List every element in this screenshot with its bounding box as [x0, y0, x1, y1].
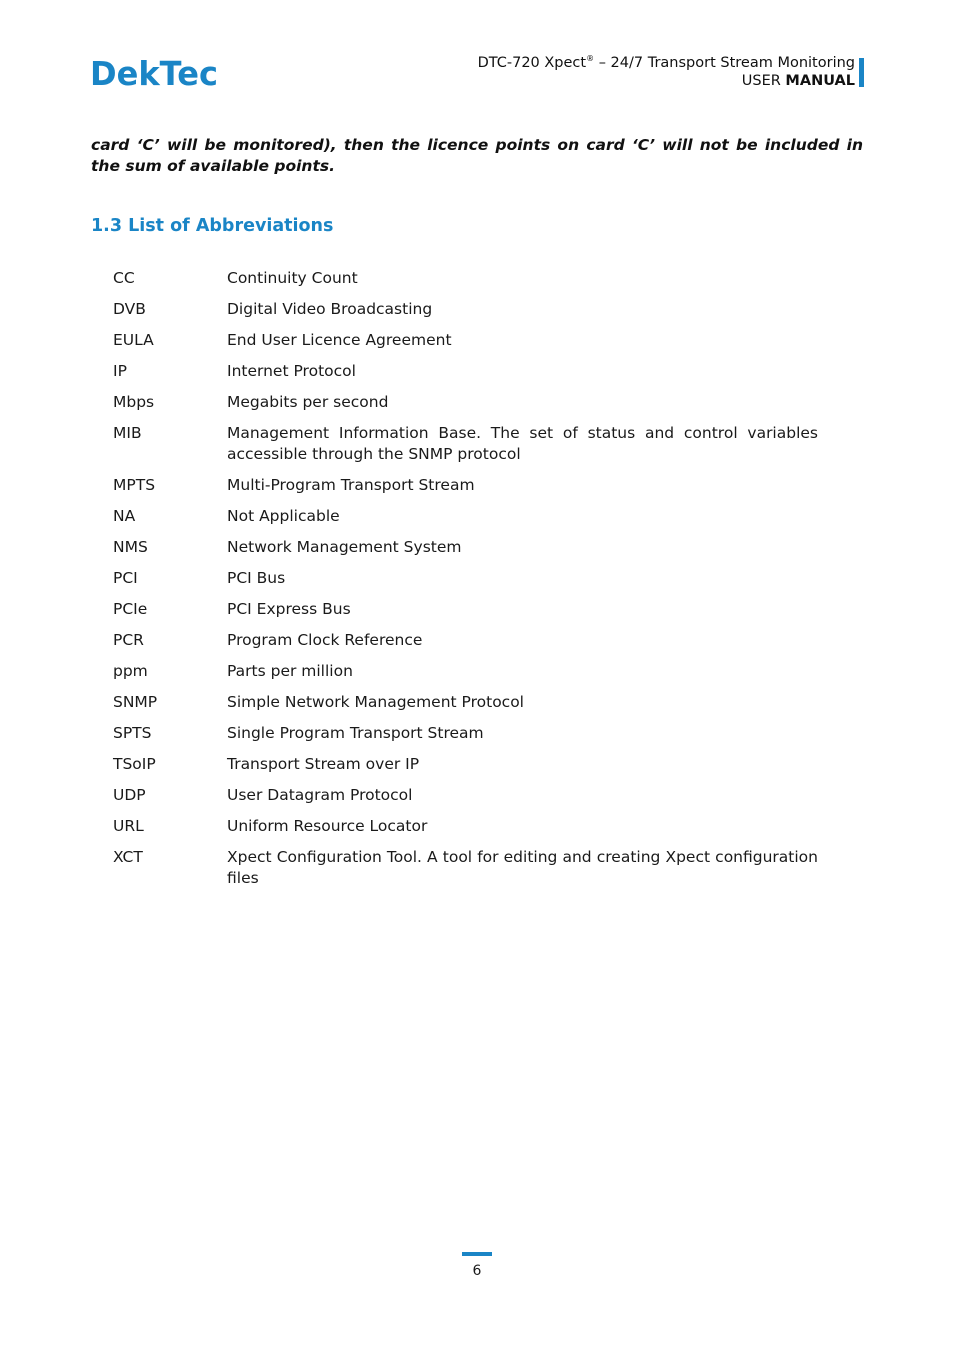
abbreviation-term: MIB: [113, 424, 142, 442]
list-item: [113, 723, 818, 744]
abbreviation-definition: Digital Video Broadcasting: [227, 300, 433, 318]
abbreviation-term: Mbps: [113, 393, 155, 411]
abbreviation-term: CC: [113, 269, 135, 287]
abbreviation-term: XCT: [113, 848, 143, 866]
abbreviation-term: PCR: [113, 631, 144, 649]
list-item: [113, 361, 818, 382]
header-accent-bar: [859, 58, 864, 87]
manual-prefix: USER: [741, 73, 786, 89]
list-item: [113, 754, 818, 775]
abbreviation-definition: Internet Protocol: [227, 362, 356, 380]
abbreviation-definition: Program Clock Reference: [227, 631, 423, 649]
abbreviation-definition: Simple Network Management Protocol: [227, 693, 524, 711]
abbreviation-term: DVB: [113, 300, 146, 318]
page-number: 6: [472, 1263, 482, 1279]
list-item: [113, 392, 818, 413]
abbreviation-definition: Xpect Configuration Tool. A tool for editing and creating Xpect configuration files: [227, 848, 818, 887]
abbreviation-list: [113, 268, 818, 899]
page-number-bar: [462, 1252, 492, 1256]
abbreviation-term: UDP: [113, 786, 146, 804]
abbreviation-definition: Not Applicable: [227, 507, 340, 525]
abbreviation-definition: Network Management System: [227, 538, 462, 556]
list-item: [113, 568, 818, 589]
dektec-logo: [90, 52, 220, 92]
list-item: [113, 268, 818, 289]
product-name: DTC-720 Xpect: [477, 55, 587, 71]
abbreviation-term: ppm: [113, 662, 148, 680]
abbreviation-definition: User Datagram Protocol: [227, 786, 413, 804]
list-item: [113, 537, 818, 558]
abbreviation-definition: Parts per million: [227, 662, 353, 680]
list-item: [113, 785, 818, 806]
list-item: [113, 847, 818, 889]
abbreviation-definition: Single Program Transport Stream: [227, 724, 484, 742]
abbreviation-definition: Management Information Base. The set of status and control variables accessible through the SNMP protocol: [227, 424, 818, 463]
logo-text: DekTec: [90, 54, 218, 92]
abbreviation-definition: PCI Express Bus: [227, 600, 351, 618]
list-item: [113, 299, 818, 320]
abbreviation-term: NMS: [113, 538, 148, 556]
list-item: [113, 330, 818, 351]
intro-paragraph: card ‘C’ will be monitored), then the licence points on card ‘C’ will not be included in the sum of available points.: [91, 136, 863, 175]
abbreviation-definition: Transport Stream over IP: [227, 755, 420, 773]
abbreviation-term: SPTS: [113, 724, 152, 742]
abbreviation-definition: Uniform Resource Locator: [227, 817, 428, 835]
list-item: [113, 506, 818, 527]
document-header: [478, 54, 855, 90]
trademark-symbol: ®: [586, 54, 595, 64]
abbreviation-definition: Continuity Count: [227, 269, 358, 287]
abbreviation-definition: Multi-Program Transport Stream: [227, 476, 475, 494]
abbreviation-term: URL: [113, 817, 144, 835]
abbreviation-term: PCIe: [113, 600, 148, 618]
list-item: [113, 816, 818, 837]
header-product-line: [478, 54, 855, 72]
abbreviation-term: PCI: [113, 569, 138, 587]
section-title: 1.3 List of Abbreviations: [91, 216, 334, 236]
abbreviation-term: SNMP: [113, 693, 158, 711]
list-item: [113, 423, 818, 465]
header-manual-line: [478, 72, 855, 90]
abbreviation-term: IP: [113, 362, 127, 380]
list-item: [113, 599, 818, 620]
list-item: [113, 692, 818, 713]
abbreviation-definition: Megabits per second: [227, 393, 389, 411]
product-subtitle: – 24/7 Transport Stream Monitoring: [594, 55, 855, 71]
abbreviation-term: MPTS: [113, 476, 156, 494]
abbreviation-term: NA: [113, 507, 136, 525]
abbreviation-term: EULA: [113, 331, 154, 349]
abbreviation-term: TSoIP: [113, 755, 156, 773]
list-item: [113, 661, 818, 682]
abbreviation-definition: PCI Bus: [227, 569, 286, 587]
list-item: [113, 630, 818, 651]
manual-word: MANUAL: [785, 73, 855, 89]
list-item: [113, 475, 818, 496]
abbreviation-definition: End User Licence Agreement: [227, 331, 452, 349]
